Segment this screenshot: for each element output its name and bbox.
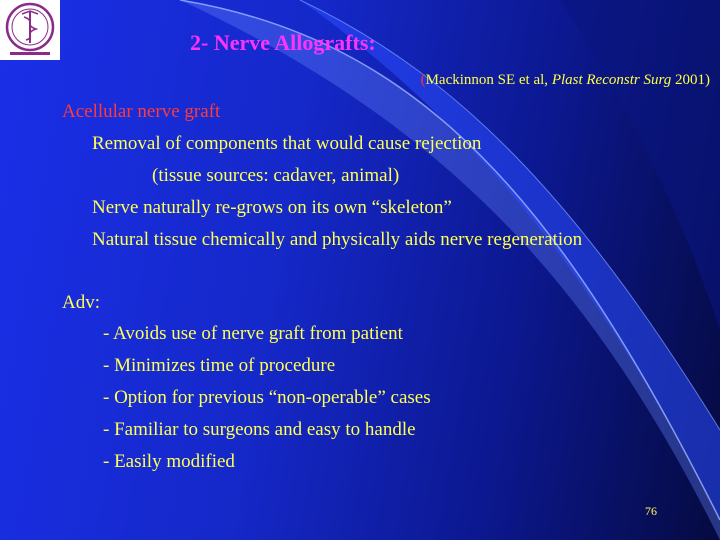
bullet-point: Removal of components that would cause rejection: [92, 133, 482, 154]
advantage-item: - Minimizes time of procedure: [103, 355, 336, 376]
bullet-subpoint: (tissue sources: cadaver, animal): [152, 165, 400, 186]
bullet-point: Natural tissue chemically and physically aids nerve regeneration: [92, 229, 583, 250]
institution-logo-icon: [0, 0, 60, 60]
advantage-item: - Easily modified: [103, 451, 235, 472]
bullet-point: Nerve naturally re-grows on its own “skeleton”: [92, 197, 452, 218]
advantage-item: - Familiar to surgeons and easy to handle: [103, 419, 416, 440]
advantages-heading: Adv:: [62, 292, 100, 313]
slide-title: 2- Nerve Allografts:: [190, 30, 376, 55]
advantage-item: - Avoids use of nerve graft from patient: [103, 323, 403, 344]
citation-authors: Mackinnon SE et al,: [425, 72, 552, 88]
advantage-item: - Option for previous “non-operable” cases: [103, 387, 431, 408]
citation-journal: Plast Reconstr Surg: [551, 72, 672, 88]
citation-year: 2001): [671, 72, 710, 88]
section-heading: Acellular nerve graft: [62, 101, 221, 122]
page-number: 76: [645, 504, 657, 518]
citation-open-paren: (: [420, 72, 426, 88]
citation: [421, 72, 710, 89]
